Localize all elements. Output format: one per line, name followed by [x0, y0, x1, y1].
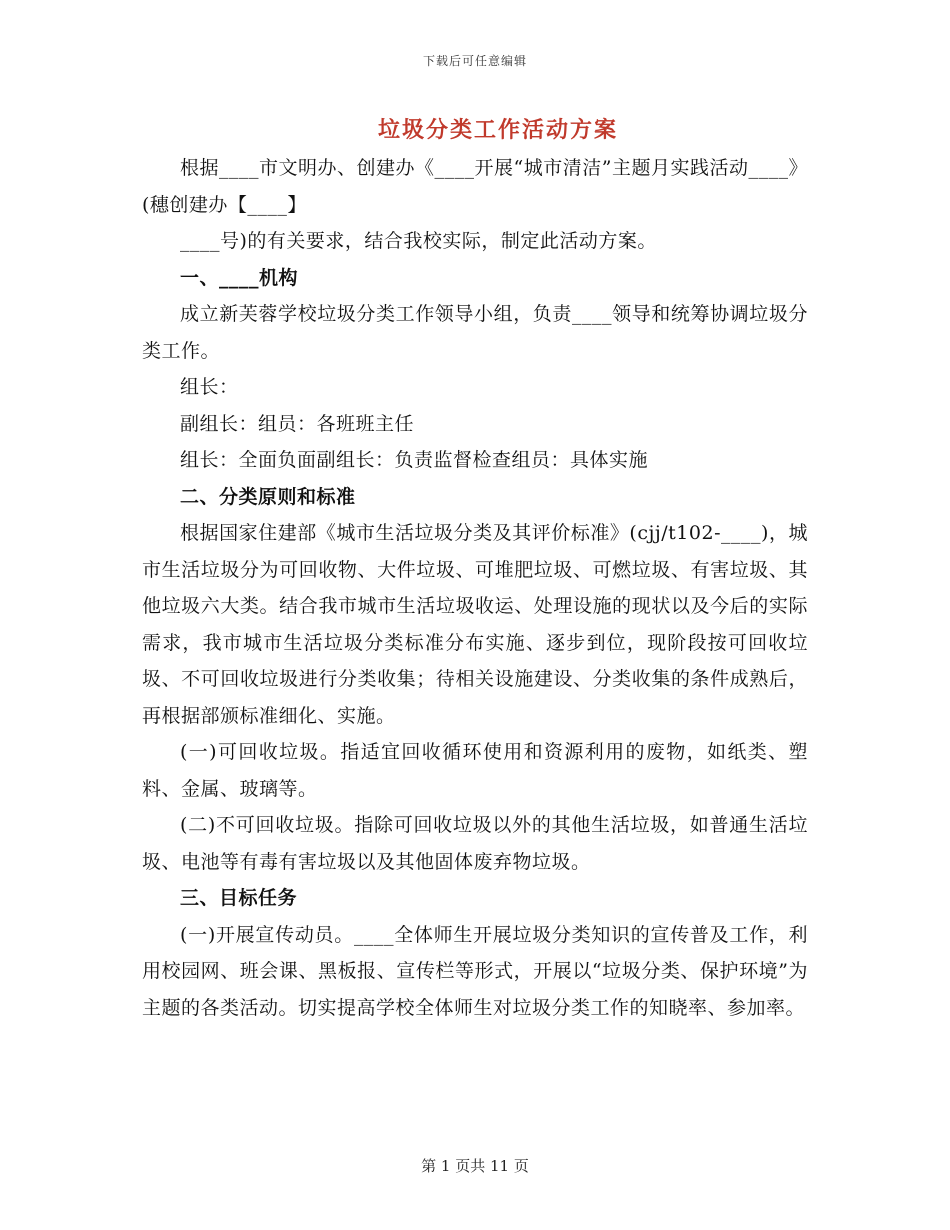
section-heading-principles: 二、分类原则和标准 — [180, 485, 356, 508]
header-note: 下载后可任意编辑 — [422, 54, 527, 68]
paragraph-recyclable: (一)可回收垃圾。指适宜回收循环使用和资源利用的废物，如纸类、塑料、金属、玻璃等。 — [142, 741, 808, 800]
paragraph-duties: 组长：全面负面副组长：负责监督检查组员：具体实施 — [180, 449, 649, 471]
page-footer: 第 1 页共 11 页 — [421, 1157, 529, 1175]
section-heading-goals: 三、目标任务 — [180, 887, 298, 909]
paragraph-leader: 组长： — [180, 376, 239, 398]
paragraph-non-recyclable: (二)不可回收垃圾。指除可回收垃圾以外的其他生活垃圾，如普通生活垃圾、电池等有毒有害垃圾以及其他固体废弃物垃圾。 — [142, 814, 808, 873]
paragraph-intro-cont: ____号)的有关要求，结合我校实际，制定此活动方案。 — [180, 230, 657, 252]
paragraph-standards: 根据国家住建部《城市生活垃圾分类及其评价标准》(cjj/t102-____)，城市生活垃圾分为可回收物、大件垃圾、可堆肥垃圾、可燃垃圾、有害垃圾、其他垃圾六大类。结合我市城市生活垃圾收运、处理设施的现状以及今后的实际需求，我市城市生活垃圾分类标准分布实施、逐步到位，现阶段按可回收垃圾、不可回收垃圾进行分类收集；待相关设施建设、分类收集的条件成熟后，再根据部颁标准细化、实施。 — [142, 522, 808, 727]
document-title: 垃圾分类工作活动方案 — [377, 117, 618, 143]
paragraph-publicity: (一)开展宣传动员。____全体师生开展垃圾分类知识的宣传普及工作，利用校园网、班会课、黑板报、宣传栏等形式，开展以“垃圾分类、保护环境”为主题的各类活动。切实提高学校全体师生对垃圾分类工作的知晓率、参加率。 — [142, 923, 808, 1019]
paragraph-organization: 成立新芙蓉学校垃圾分类工作领导小组，负责____领导和统筹协调垃圾分类工作。 — [142, 303, 808, 362]
paragraph-deputy: 副组长：组员：各班班主任 — [180, 412, 415, 435]
section-heading-organization: 一、____机构 — [180, 266, 299, 289]
document-body — [142, 150, 808, 1026]
paragraph-intro: 根据____市文明办、创建办《____开展“城市清洁”主题月实践活动____》(穗创建办【____】 — [142, 157, 808, 216]
